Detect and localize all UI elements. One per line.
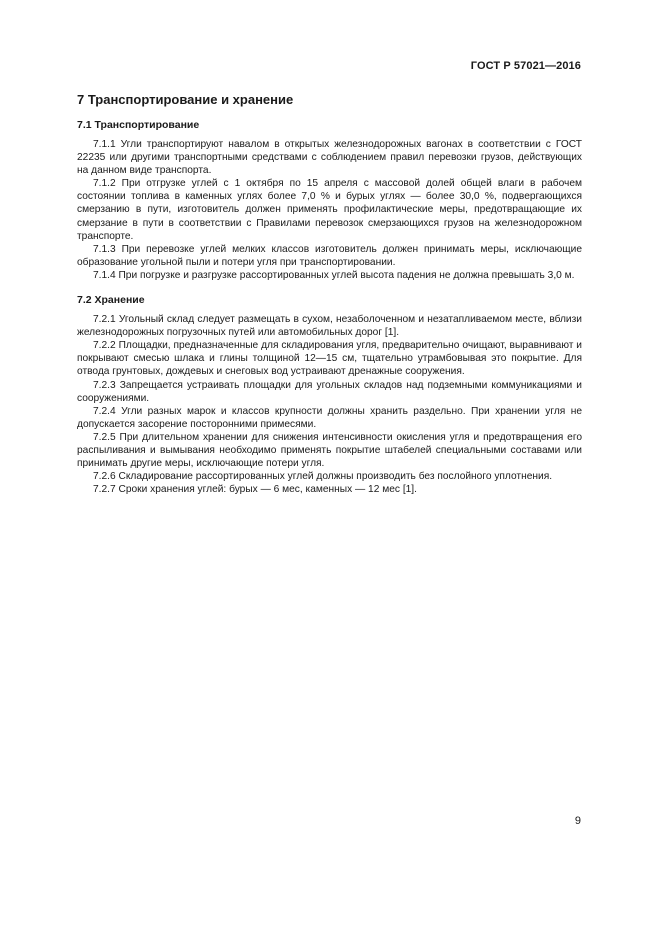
page-number: 9: [574, 815, 581, 827]
paragraph-7-1-4: 7.1.4 При погрузке и разгрузке рассортированных углей высота падения не должна превышать 3,0 м.: [93, 269, 575, 281]
subsection-title-transport: 7.1 Транспортирование: [77, 119, 200, 131]
page-content: [77, 92, 582, 496]
paragraph-7-2-5: 7.2.5 При длительном хранении для снижения интенсивности окисления угля и предотвращения его распыливания и вымывания необходимо применять покрытие штабелей специальными составами или принимать другие меры, исключающие потери угля.: [77, 431, 582, 470]
subsection-title-storage: 7.2 Хранение: [77, 294, 145, 307]
paragraph-7-1-1: 7.1.1 Угли транспортируют навалом в открытых железнодорожных вагонах в соответствии с ГОСТ 22235 или другими транспортными средствами с соблюдением правил перевозки грузов, действующих на данном виде транспорта.: [77, 139, 582, 177]
paragraph-7-2-1: 7.2.1 Угольный склад следует размещать в сухом, незаболоченном и незатапливаемом месте, вблизи железнодорожных погрузочных путей или автомобильных дорог [1].: [77, 314, 582, 339]
paragraph-7-2-7: 7.2.7 Сроки хранения углей: бурых — 6 мес, каменных — 12 мес [1].: [93, 484, 417, 496]
paragraph-7-1-3: 7.1.3 При перевозке углей мелких классов изготовитель должен принимать меры, исключающие образование угольной пыли и потери угля при транспортировании.: [77, 243, 582, 268]
paragraph-7-2-6: 7.2.6 Складирование рассортированных углей должны производить без послойного уплотнения.: [93, 471, 553, 483]
paragraph-7-1-2: 7.1.2 При отгрузке углей с 1 октября по 15 апреля с массовой долей общей влаги в рабочем состоянии топлива в каменных углях более 7,0 % и бурых углях — более 30,0 %, подвергающихся смерзанию в пути, изготовитель должен применять профилактические меры, предотвращающие их смерзание в пути в соответствии с Правилами перевозок смерзающихся грузов на железнодорожном транспорте.: [77, 178, 582, 242]
paragraph-7-2-4: 7.2.4 Угли разных марок и классов крупности должны хранить раздельно. При хранении угля не допускается засорение посторонними примесями.: [77, 405, 582, 430]
section-title: 7 Транспортирование и хранение: [77, 92, 294, 107]
paragraph-7-2-3: 7.2.3 Запрещается устраивать площадки для угольных складов над подземными коммуникациями и сооружениями.: [77, 379, 582, 404]
paragraph-7-2-2: 7.2.2 Площадки, предназначенные для складирования угля, предварительно очищают, выравнивают и покрывают смесью шлака и глины толщиной 12—15 см, тщательно утрамбовывая это покрытие. Для отвода грунтовых, дождевых и снеговых вод устраивают дренажные сооружения.: [77, 340, 582, 378]
standard-code: ГОСТ Р 57021—2016: [470, 60, 581, 72]
